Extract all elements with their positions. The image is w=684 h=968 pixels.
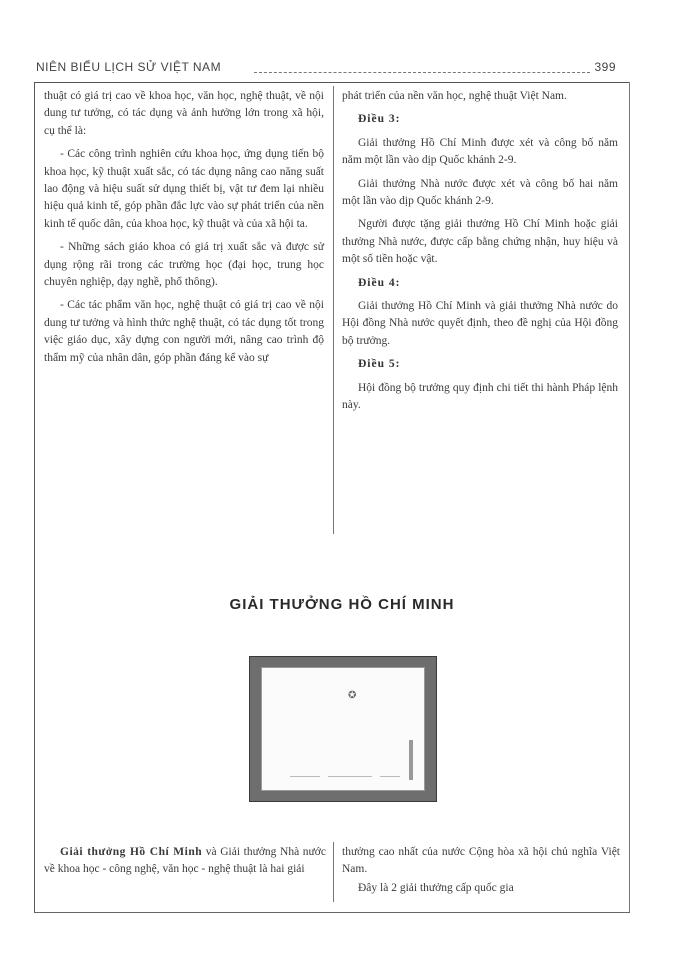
right-paragraph-5: Giải thưởng Hồ Chí Minh và giải thưởng Nhà nước do Hội đồng Nhà nước quyết định, theo đề nghị của Hội đồng bộ trưởng. (342, 300, 618, 347)
left-column (44, 88, 324, 373)
left-paragraph-3: - Những sách giáo khoa có giá trị xuất sắc và được sử dụng rộng rãi trong các trường học (đại học, trung học chuyên nghiệp, dạy nghề, phổ thông). (44, 241, 324, 289)
bottom-right-paragraph-1: thưởng cao nhất của nước Cộng hòa xã hội chủ nghĩa Việt Nam. (342, 846, 620, 876)
article-3-heading: Điều 3: (358, 113, 401, 126)
right-paragraph-2: Giải thưởng Hồ Chí Minh được xét và công bố năm năm một lần vào dịp Quốc khánh 2-9. (342, 136, 618, 167)
left-paragraph-4: - Các tác phẩm văn học, nghệ thuật có giá trị cao về nội dung tư tưởng và hình thức nghệ thuật, có tác dụng tốt trong việc giáo dục, xây dựng con người mới, nâng cao trình độ thẩm mỹ của nhân dân, góp phần đáng kể vào sự (44, 299, 324, 364)
certificate-paper (261, 667, 425, 791)
certificate-text-line (380, 776, 400, 777)
bottom-right-column (342, 844, 620, 898)
right-paragraph-3: Giải thưởng Nhà nước được xét và công bố hai năm một lần vào dịp Quốc khánh 2-9. (342, 177, 618, 208)
section-title: GIẢI THƯỞNG HỒ CHÍ MINH (229, 596, 455, 613)
bottom-right-paragraph-2: Đây là 2 giải thưởng cấp quốc gia (358, 881, 514, 894)
star-emblem-icon: ✪ (348, 690, 357, 701)
frame-top-border (34, 82, 630, 83)
column-divider-lower (333, 842, 334, 902)
right-paragraph-6: Hội đồng bộ trưởng quy định chi tiết thi hành Pháp lệnh này. (342, 381, 618, 412)
bottom-left-lead: Giải thưởng Hồ Chí Minh (60, 846, 203, 858)
certificate-seal-mark (409, 740, 413, 780)
bottom-left-paragraph (44, 844, 326, 879)
certificate-text-line (328, 776, 372, 777)
frame-bottom-border (34, 912, 630, 913)
right-paragraph-1: phát triển của nền văn học, nghệ thuật Việt Nam. (342, 90, 567, 102)
bottom-left-column (44, 844, 326, 880)
running-title: NIÊN BIỂU LỊCH SỬ VIỆT NAM (36, 60, 222, 74)
right-column (342, 88, 618, 421)
frame-right-border (629, 82, 630, 912)
frame-left-border (34, 82, 35, 912)
page-number: 399 (594, 60, 616, 74)
running-header (36, 60, 636, 78)
bottom-left-text: và Giải thưởng Nhà nước về khoa học - công nghệ, văn học - nghệ thuật là hai giải (44, 846, 326, 876)
article-4-heading: Điều 4: (358, 276, 401, 289)
right-paragraph-4: Người được tặng giải thưởng Hồ Chí Minh hoặc giải thưởng Nhà nước, được cấp bằng chứng nhận, huy hiệu và một số tiền hoặc vật. (342, 218, 618, 266)
framed-certificate-image (249, 656, 437, 802)
certificate-text-line (290, 776, 320, 777)
article-5-heading: Điều 5: (358, 358, 401, 371)
header-rule (254, 72, 590, 73)
left-paragraph-1: thuật có giá trị cao về khoa học, văn học, nghệ thuật, về nội dung tư tưởng, có tác dụng và ảnh hưởng lớn trong xã hội, cụ thể là: (44, 90, 324, 137)
column-divider (333, 86, 334, 534)
left-paragraph-2: - Các công trình nghiên cứu khoa học, ứng dụng tiến bộ khoa học, kỹ thuật xuất sắc, có tác dụng nâng cao năng suất lao động và hiệu suất sử dụng thiết bị, vật tư đem lại nhiều hiệu quả kinh tế, góp phần đắc lực vào sự phát triển của nền kinh tế quốc dân, của khoa học, kỹ thuật và của xã hội ta. (44, 148, 324, 230)
